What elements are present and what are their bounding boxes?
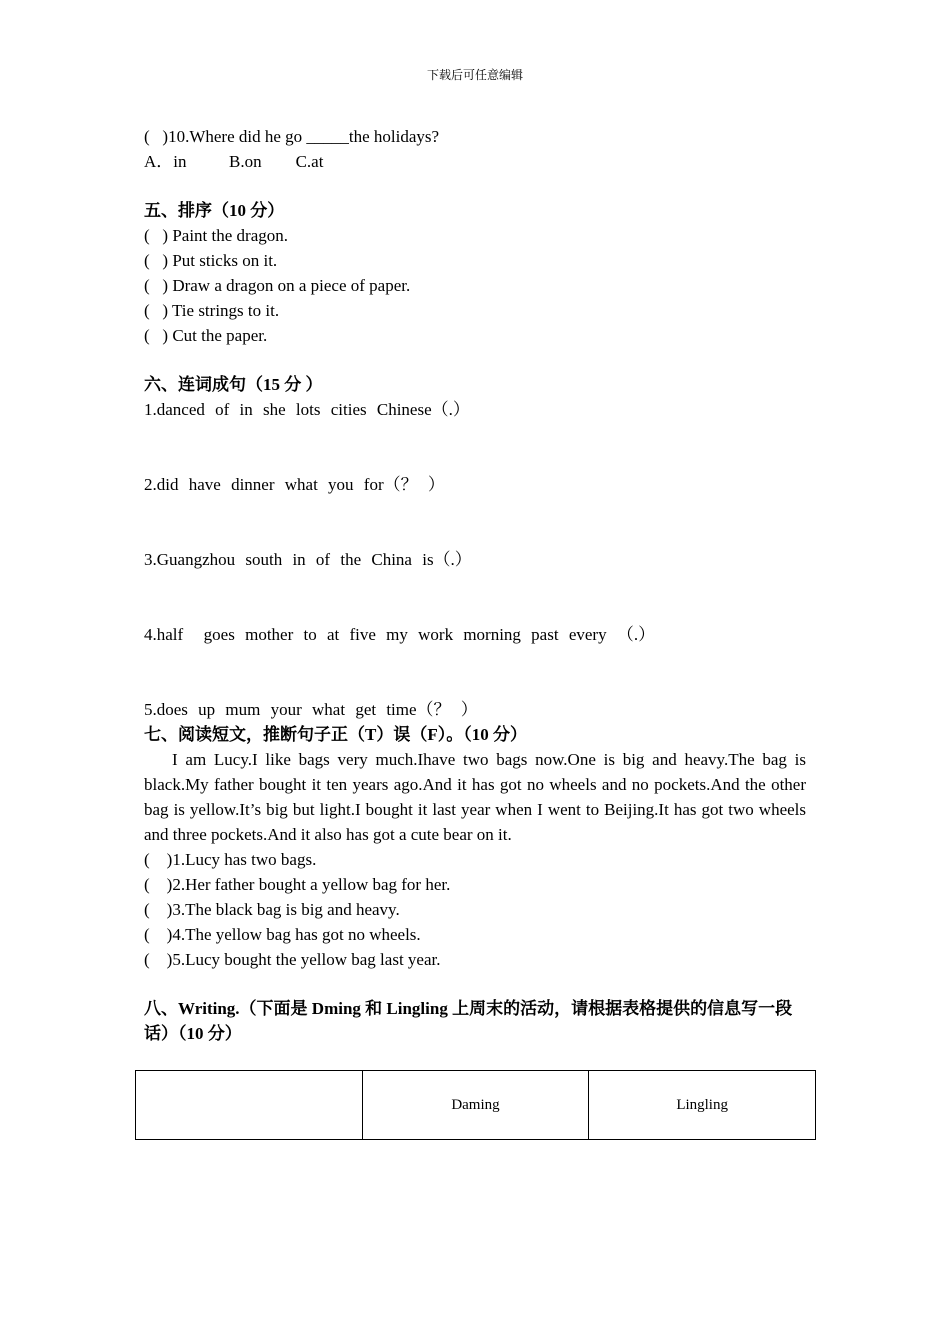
section-7-title: 七、阅读短文，推断句子正（T）误（F）。（10 分） [144, 725, 527, 744]
table-header-cell: Lingling [589, 1071, 816, 1140]
worksheet-body [144, 124, 806, 1046]
word-order-item: 4.half goes mother to at five my work morning past every （.） [144, 625, 656, 644]
sequence-item: ( ) Draw a dragon on a piece of paper. [144, 276, 411, 295]
true-false-item: ( )4.The yellow bag has got no wheels. [144, 925, 421, 944]
section-8-title: 八、Writing.（下面是 Dming 和 Lingling 上周末的活动，请根据表格提供的信息写一段话）（10 分） [144, 999, 793, 1043]
sequence-item: ( ) Paint the dragon. [144, 226, 288, 245]
reading-passage: I am Lucy.I like bags very much.Ihave two bags now.One is big and heavy.The bag is black.My father bought it ten years ago.And it has got no wheels and no pockets.And the other bag is yellow.It’s big but light.I bought it last year when I went to Beijing.It has got two wheels and three pockets.And it also has got a cute bear on it. [144, 750, 806, 844]
sequence-item: ( ) Put sticks on it. [144, 251, 278, 270]
true-false-item: ( )2.Her father bought a yellow bag for her. [144, 875, 451, 894]
word-order-item: 5.does up mum your what get time（？ ） [144, 700, 478, 719]
writing-info-table [135, 1070, 816, 1140]
sequence-item: ( ) Tie strings to it. [144, 301, 280, 320]
word-order-item: 1.danced of in she lots cities Chinese（.） [144, 400, 470, 419]
word-order-item: 2.did have dinner what you for（？ ） [144, 475, 445, 494]
section-6-title: 六、连词成句（15 分 ） [144, 375, 323, 394]
table-header-cell [136, 1071, 363, 1140]
true-false-item: ( )5.Lucy bought the yellow bag last year. [144, 950, 441, 969]
sequence-item: ( ) Cut the paper. [144, 326, 268, 345]
table-header-cell: Daming [362, 1071, 589, 1140]
true-false-item: ( )3.The black bag is big and heavy. [144, 900, 400, 919]
section-5-title: 五、排序（10 分） [144, 201, 285, 220]
question-10: ( )10.Where did he go _____the holidays? [144, 127, 440, 146]
question-10-options: A．in B.on C.at [144, 152, 324, 171]
word-order-item: 3.Guangzhou south in of the China is（.） [144, 550, 472, 569]
true-false-item: ( )1.Lucy has two bags. [144, 850, 317, 869]
page-header: 下载后可任意编辑 [426, 68, 523, 82]
table-row [136, 1071, 816, 1140]
